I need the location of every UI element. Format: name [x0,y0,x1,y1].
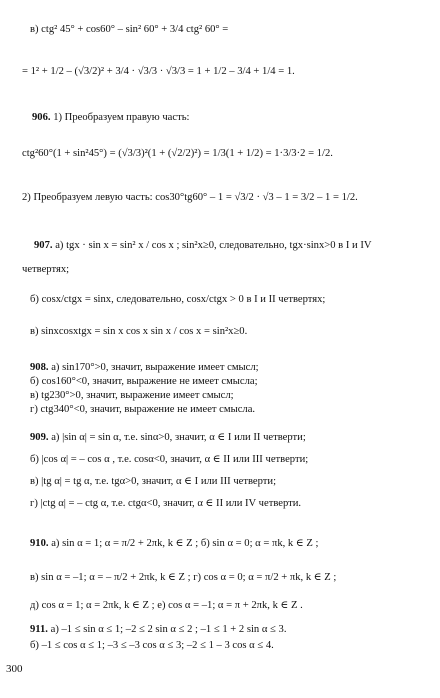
problem-906-part2: 2) Преобразуем левую часть: cos30°tg60° – 1 = √3/2 · √3 – 1 = 3/2 – 1 = 1/2. [22,192,358,203]
problem-908-g: г) ctg340°<0, значит, выражение не имеет смысла. [30,404,256,415]
problem-910-a [30,538,318,550]
problem-text: а) –1 ≤ sin α ≤ 1; –2 ≤ 2 sin α ≤ 2 ; –1 ≤ 1 + 2 sin α ≤ 3. [50,624,287,635]
problem-number: 906. [32,112,51,123]
problem-910-d: д) cos α = 1; α = 2πk, k ∈ Z ; е) cos α = –1; α = π + 2πk, k ∈ Z . [30,600,303,611]
page-number: 300 [6,663,23,676]
problem-text: а) tgx · sin x = sin² x / cos x ; sin²x≥0, следовательно, tgx·sinx>0 в I и IV [55,240,372,251]
problem-908-a [30,362,259,374]
problem-909-v: в) |tg α| = tg α, т.е. tgα>0, значит, α ∈ I или III четверти; [30,476,277,487]
problem-911-b: б) –1 ≤ cos α ≤ 1; –3 ≤ –3 cos α ≤ 3; –2 ≤ 1 – 3 cos α ≤ 4. [30,640,274,651]
problem-909-b: б) |cos α| = – cos α , т.е. cosα<0, значит, α ∈ II или III четверти; [30,454,309,465]
problem-text: 1) Преобразуем правую часть: [53,112,190,123]
problem-909-g: г) |ctg α| = – ctg α, т.е. ctgα<0, значит, α ∈ II или IV четверти. [30,498,302,509]
problem-906-header [32,112,190,124]
problem-908-b: б) cos160°<0, значит, выражение не имеет смысла; [30,376,258,387]
problem-text: а) sin α = 1; α = π/2 + 2πk, k ∈ Z ; б) sin α = 0; α = πk, k ∈ Z ; [51,538,319,549]
problem-907-b: б) cosx/ctgx = sinx, следовательно, cosx/ctgx > 0 в I и II четвертях; [30,294,326,305]
problem-text: а) |sin α| = sin α, т.е. sinα>0, значит, α ∈ I или II четверти; [51,432,306,443]
problem-911-a [30,624,286,636]
problem-number: 910. [30,538,49,549]
problem-number: 909. [30,432,49,443]
problem-v-expression: в) ctg² 45° + cos60° – sin² 60° + 3/4 ctg² 60° = [30,24,229,35]
problem-909-a [30,432,306,444]
problem-908-v: в) tg230°>0, значит, выражение имеет смысл; [30,390,234,401]
problem-906-expression: ctg²60°(1 + sin²45°) = (√3/3)²(1 + (√2/2)²) = 1/3(1 + 1/2) = 1·3/3·2 = 1/2. [22,148,333,159]
problem-907-a [34,240,372,252]
problem-number: 908. [30,362,49,373]
problem-number: 907. [34,240,53,251]
problem-907-v: в) sinxcosxtgx = sin x cos x sin x / cos x = sin²x≥0. [30,326,248,337]
problem-number: 911. [30,624,48,635]
problem-907-a-cont: четвертях; [22,264,70,275]
problem-910-v: в) sin α = –1; α = – π/2 + 2πk, k ∈ Z ; г) cos α = 0; α = π/2 + πk, k ∈ Z ; [30,572,337,583]
problem-v-result: = 1² + 1/2 – (√3/2)² + 3/4 · √3/3 · √3/3 = 1 + 1/2 – 3/4 + 1/4 = 1. [22,66,295,77]
problem-text: а) sin170°>0, значит, выражение имеет смысл; [51,362,259,373]
